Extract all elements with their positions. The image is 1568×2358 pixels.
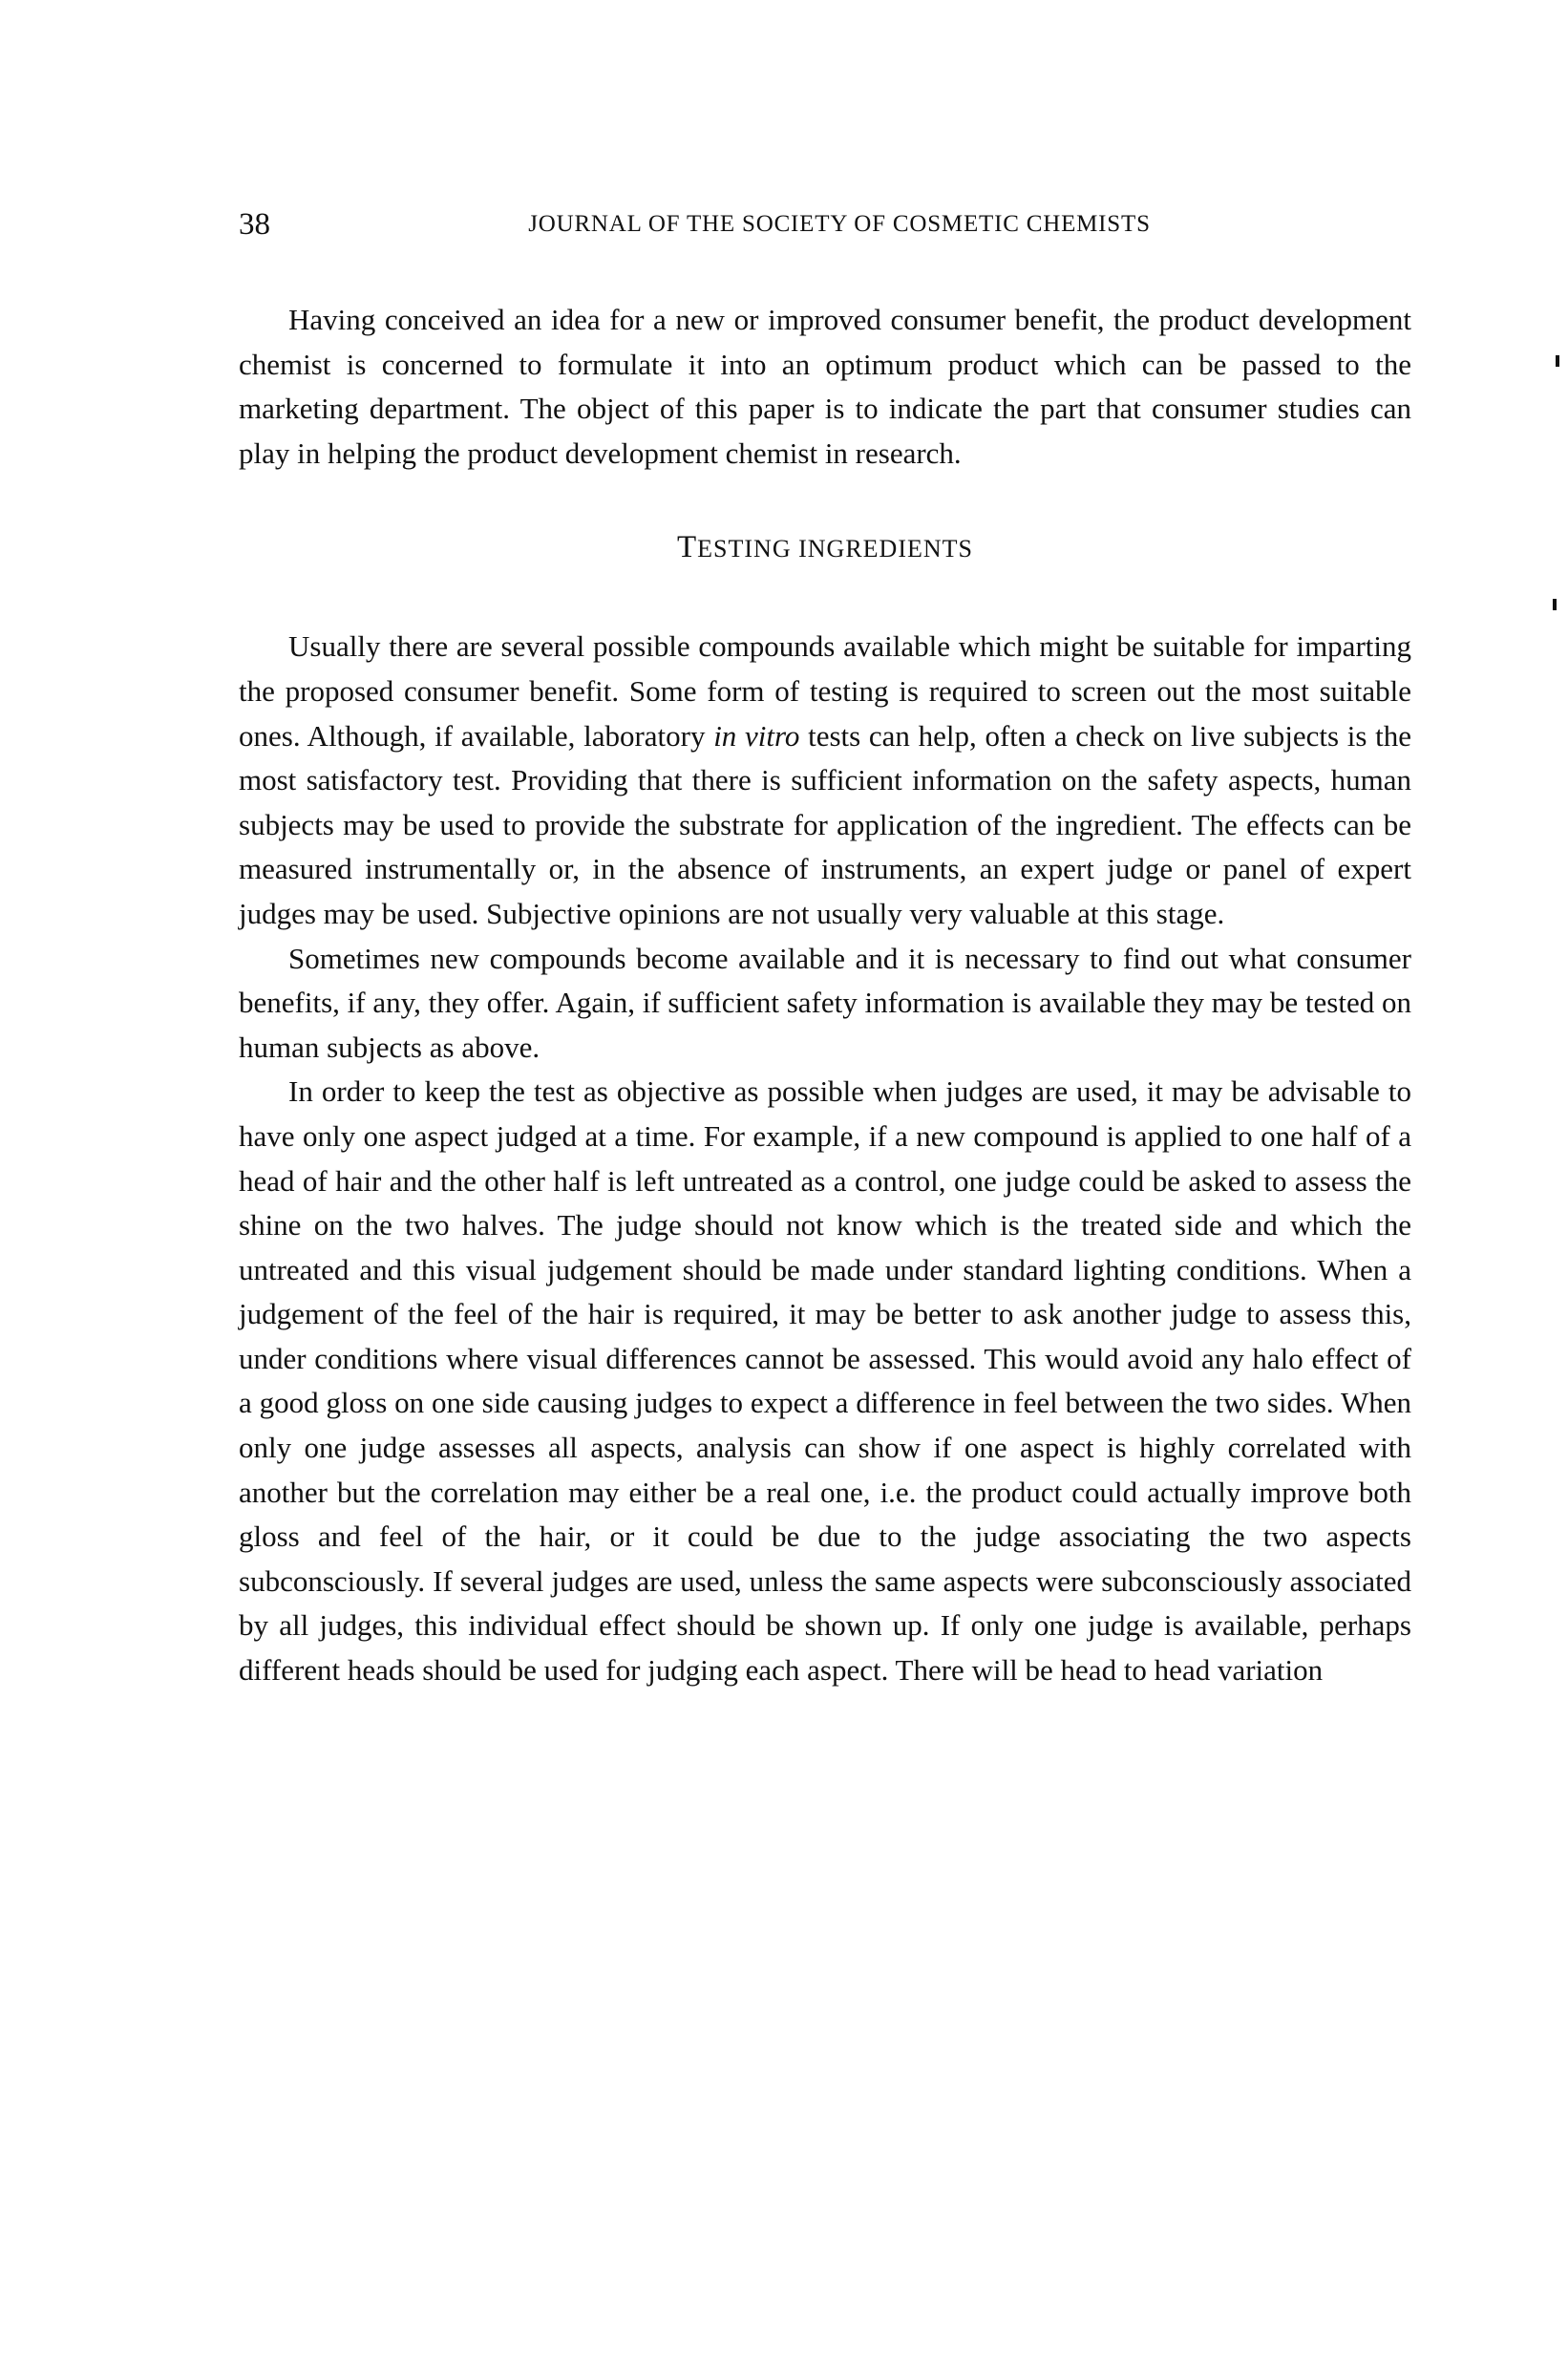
paragraph-text: tests can help, often a check on live subjects is the most satisfactory test. Providing that there is sufficient information on the safety aspects, human subjects may be used to provide the substrate for application of the ingredient. The effects can be measured instrumentally or, in the absence of instruments, an expert judge or panel of expert judges may be used. Subjective opinions are not usually very valuable at this stage.	[239, 718, 1411, 930]
heading-initial: T	[677, 530, 698, 565]
page-number: 38	[239, 207, 270, 242]
intro-paragraph: Having conceived an idea for a new or improved consumer benefit, the product development chemist is concerned to formulate it into an optimum product which can be passed to the marketing department. The object of this paper is to indicate the part that consumer studies can play in helping the product development chemist in research.	[239, 303, 1411, 470]
paragraph-text: Usually there are several possible compounds available which might be suitable for imparting the proposed consumer benefit. Some form of testing is required to screen out the most suitable ones. Although, if available, laboratory	[239, 629, 1411, 753]
running-head	[239, 202, 1411, 246]
margin-mark	[1553, 599, 1557, 610]
journal-title: JOURNAL OF THE SOCIETY OF COSMETIC CHEMISTS	[528, 211, 1151, 237]
heading-rest: ESTING INGREDIENTS	[697, 535, 973, 563]
paragraph-new-compounds: Sometimes new compounds become available and it is necessary to find out what consumer benefits, if any, they offer. Again, if sufficient safety information is available they may be tested on human subjects as above.	[239, 941, 1411, 1064]
paragraph-compounds	[239, 625, 1411, 936]
paragraph-judges: In order to keep the test as objective as possible when judges are used, it may be advisable to have only one aspect judged at a time. For example, if a new compound is applied to one half of a head of hair and the other half is left untreated as a control, one judge could be asked to assess the shine on the two halves. The judge should not know which is the treated side and which the untreated and this visual judgement should be made under standard lighting conditions. When a judgement of the feel of the hair is required, it may be better to ask another judge to assess this, under conditions where visual differences cannot be assessed. This would avoid any halo effect of a good gloss on one side causing judges to expect a difference in feel between the two sides. When only one judge assesses all aspects, analysis can show if one aspect is highly correlated with another but the correlation may either be a real one, i.e. the product could actually improve both gloss and feel of the hair, or it could be due to the judge associating the two aspects subconsciously. If several judges are used, unless the same aspects were subconsciously associated by all judges, this individual effect should be shown up. If only one judge is available, perhaps different heads should be used for judging each aspect. There will be head to head variation	[239, 1074, 1411, 1688]
section-heading-testing-ingredients	[239, 476, 1411, 625]
italic-term: in vitro	[713, 718, 800, 753]
margin-mark	[1556, 355, 1559, 367]
article-body	[239, 298, 1411, 1693]
